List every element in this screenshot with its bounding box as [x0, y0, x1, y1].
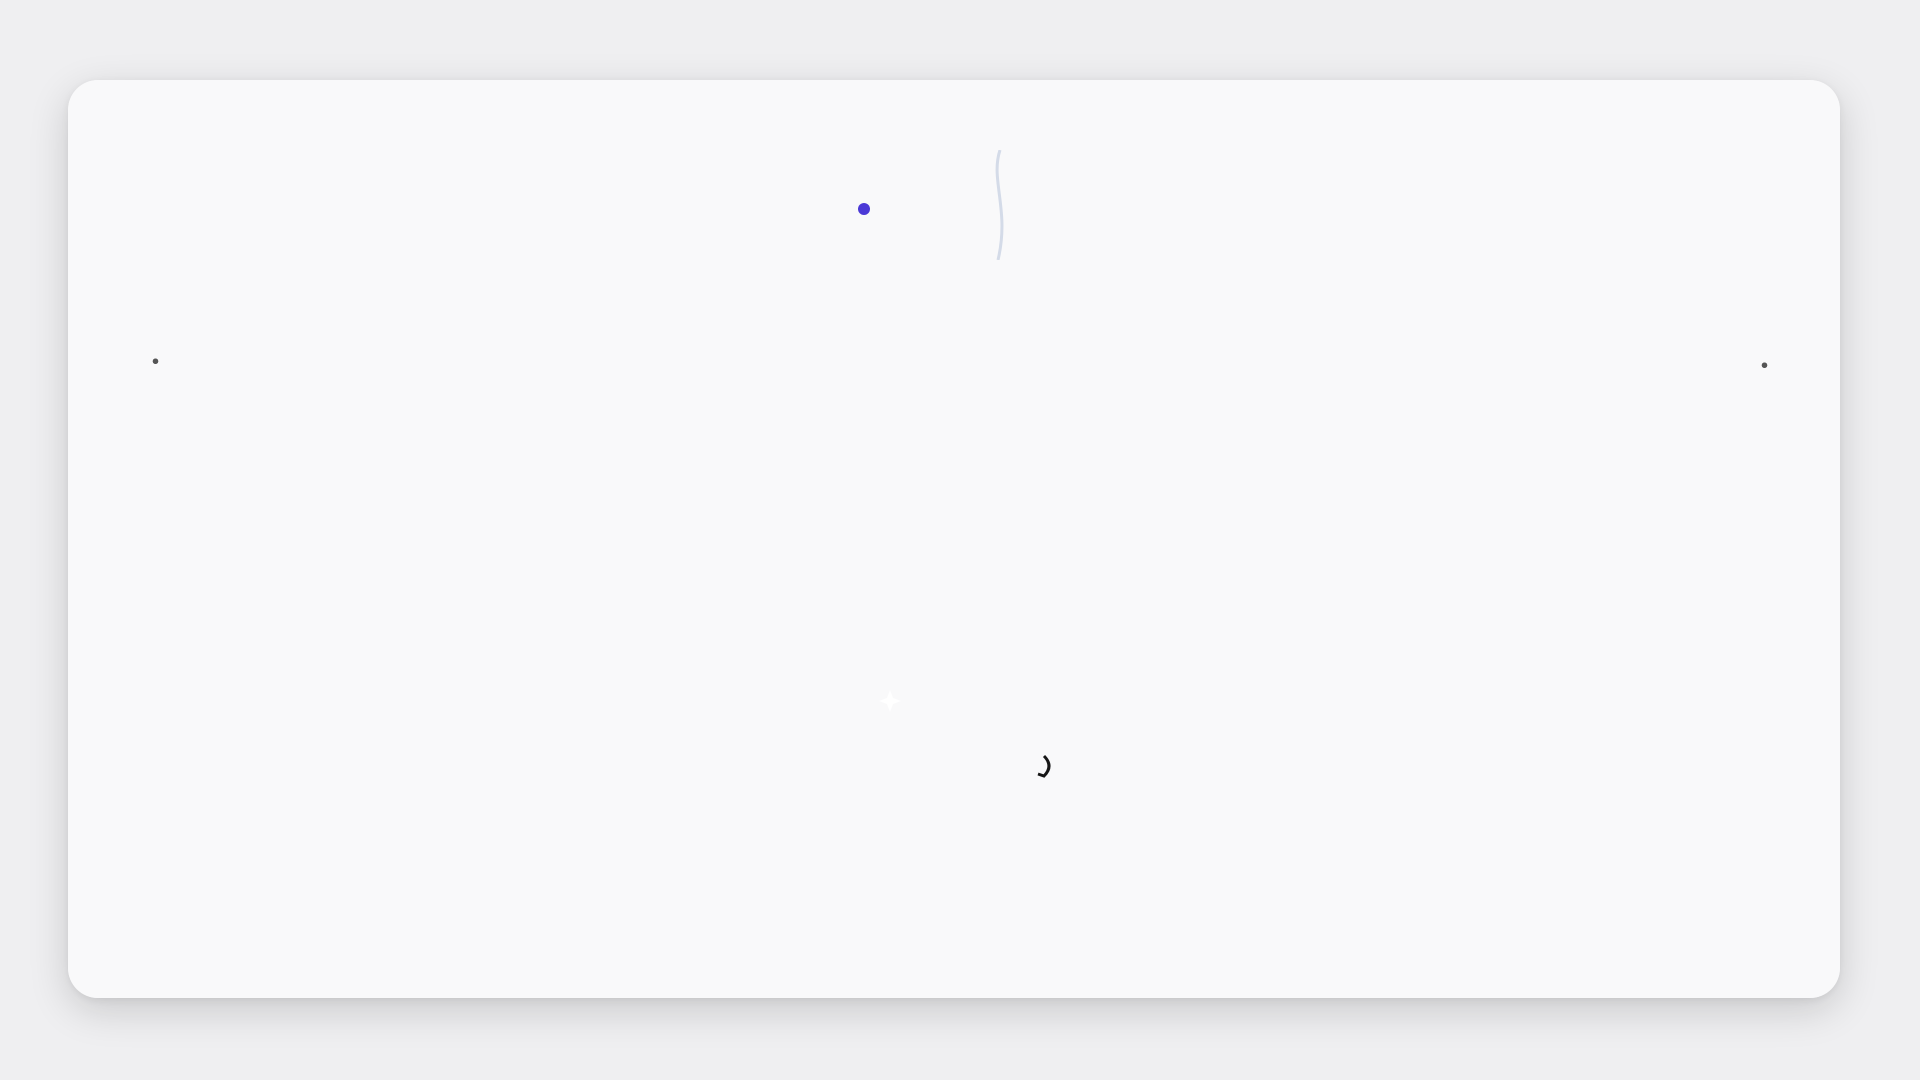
arabic-description — [1140, 322, 1780, 346]
title-divider — [990, 150, 1010, 260]
swoosh-icon — [1038, 756, 1049, 776]
title-accent-dot — [858, 203, 870, 215]
tagline-english — [770, 870, 1149, 890]
sparkle-icon — [879, 690, 901, 712]
nexa-logo — [872, 660, 1072, 840]
tagline-arabic — [820, 899, 1100, 914]
english-description — [140, 322, 760, 344]
